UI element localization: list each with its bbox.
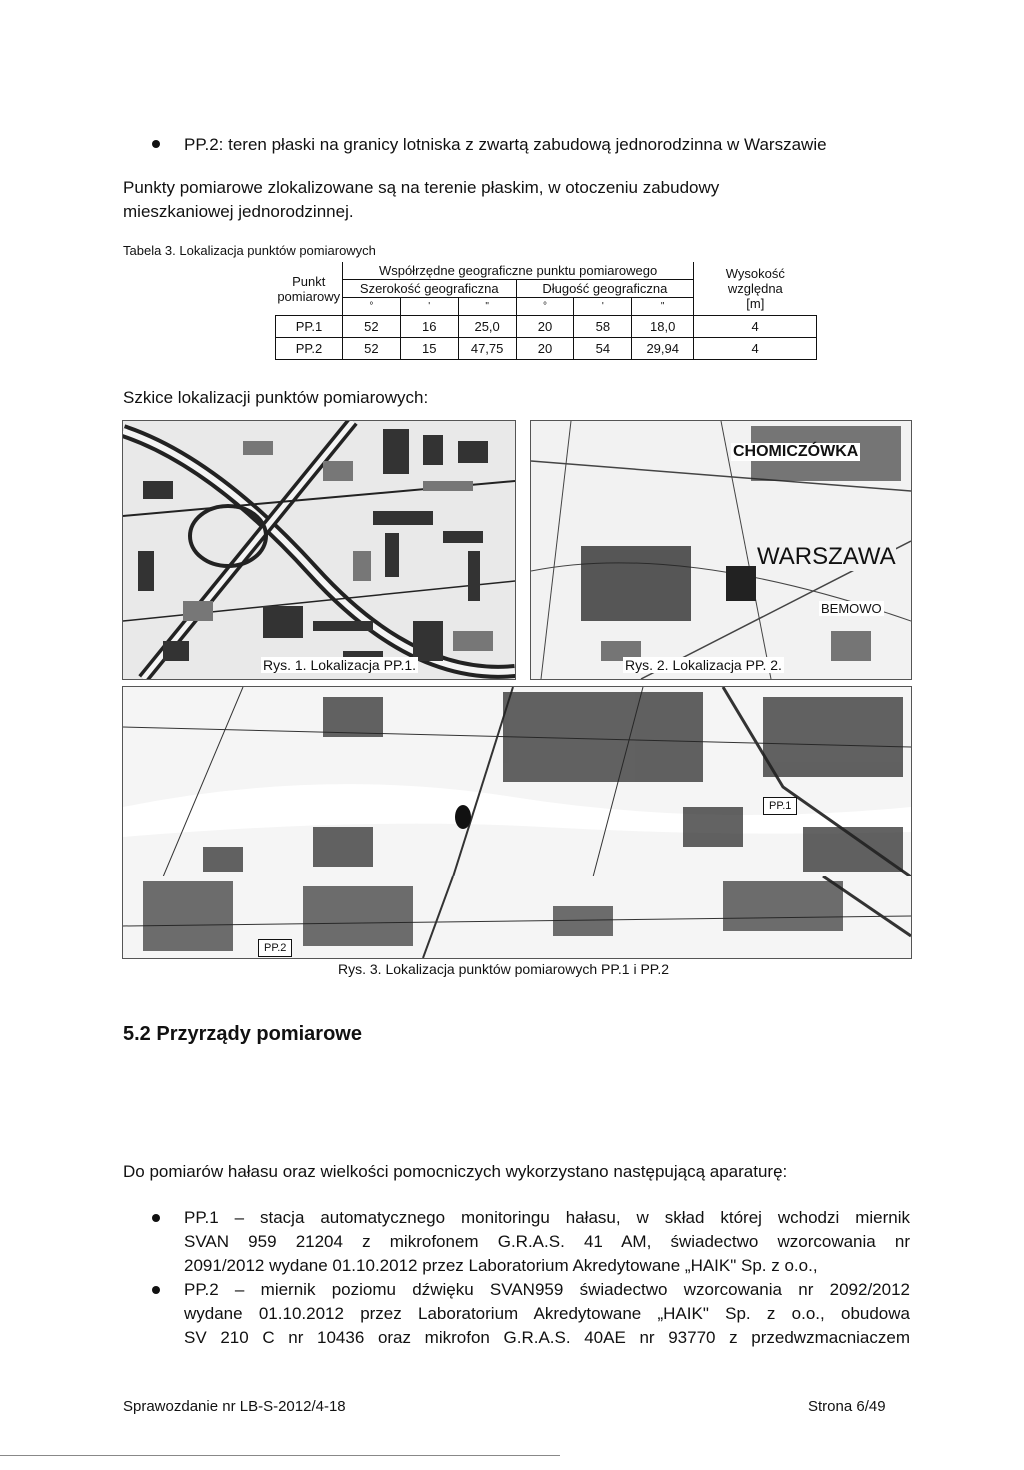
bullet-icon xyxy=(152,140,160,148)
sketches-title: Szkice lokalizacji punktów pomiarowych: xyxy=(123,388,429,407)
map-overview-drawing xyxy=(123,687,911,877)
cell-lon-sec: 18,0 xyxy=(632,316,694,338)
cell-height: 4 xyxy=(694,316,817,338)
header-height-unit: [m] xyxy=(746,296,765,311)
section-title: 5.2 Przyrządy pomiarowe xyxy=(123,1023,362,1045)
header-height-line2: względna xyxy=(727,281,783,296)
unit-lat-deg: ° xyxy=(342,298,400,316)
map-pp1 xyxy=(122,420,516,680)
item-pp2-line2: wydane 01.10.2012 przez Laboratorium Akredytowane „HAIK" Sp. z o.o., obudowa xyxy=(184,1304,910,1323)
unit-lon-deg: ° xyxy=(516,298,574,316)
cell-point: PP.2 xyxy=(276,338,343,360)
pp2-bullet-heading: PP.2: teren płaski na granicy lotniska z zwartą zabudową jednorodzinna w Warszawie xyxy=(184,135,827,154)
header-height xyxy=(694,262,817,316)
map-pp1-caption: Rys. 1. Lokalizacja PP.1. xyxy=(263,657,417,673)
item-pp2-line3: SV 210 C nr 10436 oraz mikrofon G.R.A.S. 40AE nr 93770 z przedwzmacniaczem xyxy=(184,1328,910,1347)
item-pp1-line1: PP.1 – stacja automatycznego monitoringu hałasu, w skład której wchodzi miernik xyxy=(184,1208,910,1227)
unit-lat-min: ' xyxy=(400,298,458,316)
unit-lon-sec: " xyxy=(632,298,694,316)
map-overview-lower-drawing xyxy=(123,876,911,958)
map-marker-pp2: PP.2 xyxy=(258,939,292,957)
header-point-line1: Punkt xyxy=(292,273,326,289)
footer-divider xyxy=(0,1455,560,1456)
cell-lat-deg: 52 xyxy=(342,338,400,360)
section-intro: Do pomiarów hałasu oraz wielkości pomocniczych wykorzystano następującą aparaturę: xyxy=(123,1162,788,1181)
header-lon: Długość geograficzna xyxy=(516,280,694,298)
cell-lat-sec: 47,75 xyxy=(458,338,516,360)
item-pp1-line2: SVAN 959 21204 z mikrofonem G.R.A.S. 41 AM, świadectwo wzorcowania nr xyxy=(184,1232,910,1251)
map-pp2-caption: Rys. 2. Lokalizacja PP. 2. xyxy=(625,657,782,673)
map-pp2-label-district2: BEMOWO xyxy=(821,601,882,616)
cell-lon-sec: 29,94 xyxy=(632,338,694,360)
item-pp1-line3: 2091/2012 wydane 01.10.2012 przez Laboratorium Akredytowane „HAIK" Sp. z o.o., xyxy=(184,1256,818,1275)
map-overview-caption: Rys. 3. Lokalizacja punktów pomiarowych PP.1 i PP.2 xyxy=(338,961,669,977)
map-pp2-label-city: WARSZAWA xyxy=(757,543,896,570)
header-height-line1: Wysokość xyxy=(725,266,785,281)
table-row xyxy=(276,338,817,360)
header-coords: Współrzędne geograficzne punktu pomiarowego xyxy=(342,262,693,280)
cell-point: PP.1 xyxy=(276,316,343,338)
unit-lon-min: ' xyxy=(574,298,632,316)
location-table xyxy=(275,262,817,360)
map-marker-pp1: PP.1 xyxy=(763,797,797,815)
intro-line-2: mieszkaniowej jednorodzinnej. xyxy=(123,202,354,221)
intro-line-1: Punkty pomiarowe zlokalizowane są na terenie płaskim, w otoczeniu zabudowy xyxy=(123,178,720,197)
map-pp2 xyxy=(530,420,912,680)
unit-lat-sec: " xyxy=(458,298,516,316)
map-pp2-label-district1: CHOMICZÓWKA xyxy=(733,443,859,460)
header-point-line2: pomiarowy xyxy=(277,288,341,304)
table-row xyxy=(276,316,817,338)
table-caption: Tabela 3. Lokalizacja punktów pomiarowych xyxy=(123,243,376,258)
footer-report-number: Sprawozdanie nr LB-S-2012/4-18 xyxy=(123,1398,346,1415)
item-pp2-line1: PP.2 – miernik poziomu dźwięku SVAN959 świadectwo wzorcowania nr 2092/2012 xyxy=(184,1280,910,1299)
cell-lon-min: 58 xyxy=(574,316,632,338)
bullet-icon xyxy=(152,1214,160,1222)
cell-lat-deg: 52 xyxy=(342,316,400,338)
header-lat: Szerokość geograficzna xyxy=(342,280,516,298)
map-pp1-drawing xyxy=(123,421,515,679)
map-overview-lower xyxy=(122,876,912,959)
cell-height: 4 xyxy=(694,338,817,360)
footer-page-number: Strona 6/49 xyxy=(808,1398,886,1415)
map-pp1-pp2-overview xyxy=(122,686,912,878)
bullet-icon xyxy=(152,1286,160,1294)
cell-lat-min: 16 xyxy=(400,316,458,338)
header-point xyxy=(276,262,343,316)
cell-lon-min: 54 xyxy=(574,338,632,360)
cell-lon-deg: 20 xyxy=(516,338,574,360)
cell-lat-min: 15 xyxy=(400,338,458,360)
cell-lon-deg: 20 xyxy=(516,316,574,338)
cell-lat-sec: 25,0 xyxy=(458,316,516,338)
